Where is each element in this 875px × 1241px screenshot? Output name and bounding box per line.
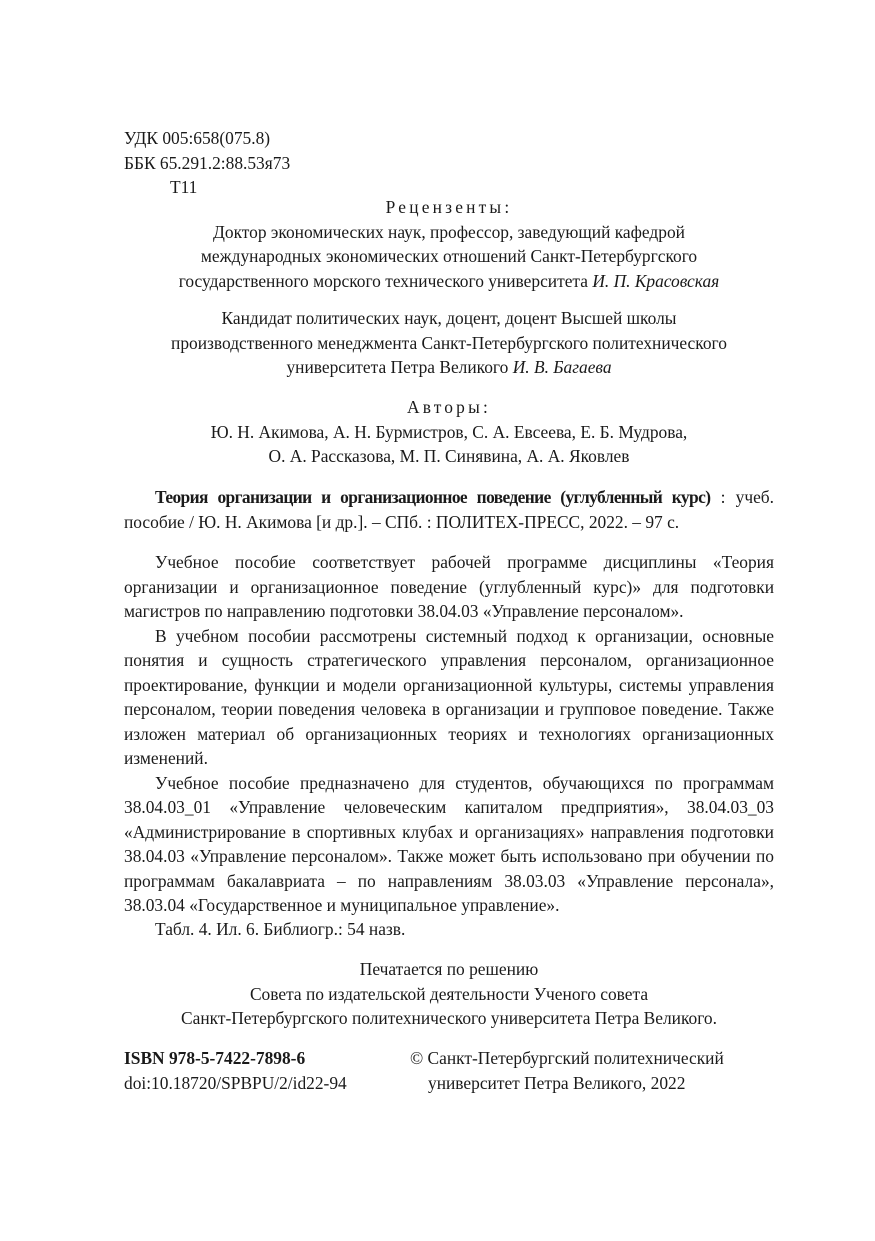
reviewer-2-section <box>124 306 774 380</box>
reviewers-heading: Рецензенты: <box>385 197 513 217</box>
author-mark: Т11 <box>170 177 198 197</box>
authors-section <box>124 395 774 469</box>
abstract-paragraph-2: В учебном пособии рассмотрены системный подход к организации, основные понятия и сущность стратегического управления персоналом, организационное проектирование, функции и модели организационной культуры, системы управления персоналом, теории поведения человека в организации и групповое поведение. Также изложен материал об организационных теориях и технологиях организационных изменений. <box>124 625 774 768</box>
approval-line-2: Совета по издательской деятельности Ученого совета <box>249 983 649 1004</box>
isbn: ISBN 978-5-7422-7898-6 <box>124 1048 306 1068</box>
reviewer-1-line-1: Доктор экономических наук, профессор, заведующий кафедрой <box>213 221 685 242</box>
reviewers-section <box>124 195 774 293</box>
authors-line-1: Ю. Н. Акимова, А. Н. Бурмистров, С. А. Евсеева, Е. Б. Мудрова, <box>210 421 688 442</box>
bbk-code: ББК 65.291.2:88.53я73 <box>124 152 291 173</box>
doi: doi:10.18720/SPBPU/2/id22-94 <box>124 1072 347 1093</box>
reviewer-2-line-3 <box>124 355 774 380</box>
reviewer-2-line-1: Кандидат политических наук, доцент, доцент Высшей школы <box>221 308 677 328</box>
copyright-block <box>410 1046 780 1095</box>
reviewer-2-affiliation: университета Петра Великого <box>286 357 509 377</box>
citation-details: : учеб. пособие / Ю. Н. Акимова [и др.]. – СПб. : ПОЛИТЕХ-ПРЕСС, 2022. – 97 с. <box>124 487 774 532</box>
udk-code: УДК 005:658(075.8) <box>124 128 271 148</box>
abstract-paragraph-1: Учебное пособие соответствует рабочей программе дисциплины «Теория организации и организационное поведение (углубленный курс)» для подготовки магистров по направлению подготовки 38.04.03 «Управление персоналом». <box>124 552 774 621</box>
isbn-doi-block <box>124 1046 404 1095</box>
abstract-paragraph-3: Учебное пособие предназначено для студентов, обучающихся по программам 38.04.03_01 «Управление человеческим капиталом предприятия», 38.04.03_03 «Администрирование в спортивных клубах и организациях» направления подготовки 38.04.03 «Управление персоналом». Также может быть использовано при обучении по программам бакалавриата – по направлениям 38.03.03 «Управление персонала», 38.03.04 «Государственное и муниципальное управление». <box>124 772 774 915</box>
approval-line-3: Санкт-Петербургского политехнического университета Петра Великого. <box>181 1008 717 1028</box>
reviewer-1-name: И. П. Красовская <box>592 270 720 291</box>
abstract-section <box>124 550 774 918</box>
authors-line-2: О. А. Рассказова, М. П. Синявина, А. А. Яковлев <box>268 446 630 466</box>
bibliographic-citation <box>124 485 774 534</box>
authors-heading: Авторы: <box>406 397 491 417</box>
approval-line-1: Печатается по решению <box>359 959 539 979</box>
classification-codes <box>124 126 424 200</box>
reviewer-1-line-2: международных экономических отношений Санкт-Петербургского <box>200 246 698 266</box>
copyright-line-2: университет Петра Великого, 2022 <box>428 1072 686 1093</box>
copyright-line-1: © Санкт-Петербургский политехнический <box>410 1048 724 1068</box>
book-title: Теория организации и организационное поведение (углубленный курс) <box>155 487 711 507</box>
reviewer-1-line-3 <box>124 269 774 294</box>
reviewer-1-affiliation: государственного морского технического университета <box>178 270 588 291</box>
publication-approval <box>124 957 774 1031</box>
bibliography-stats: Табл. 4. Ил. 6. Библиогр.: 54 назв. <box>155 919 406 939</box>
reviewer-2-name: И. В. Багаева <box>512 357 612 377</box>
reviewer-2-line-2: производственного менеджмента Санкт-Петербургского политехнического <box>171 332 727 353</box>
